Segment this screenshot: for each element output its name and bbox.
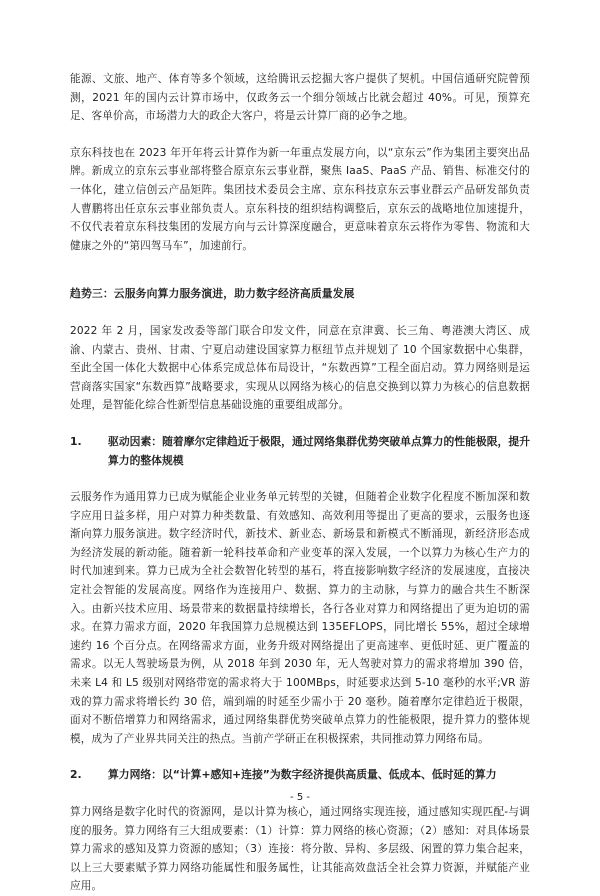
page-number: - 5 - [290, 792, 310, 803]
paragraph-tencent-cloud: 能源、文旅、地产、体育等多个领域，这给腾讯云挖掘大客户提供了契机。中国信通研究院曾预测，2021 年的国内云计算市场中，仅政务云一个细分领域占比就会超过 40%。可见，预算充足、客单价高，市场潜力大的政企大客户，将是云计算厂商的必争之地。 [70, 73, 530, 123]
section-title: 驱动因素：随着摩尔定律趋近于极限，通过网络集群优势突破单点算力的性能极限，提升算力的整体规模 [108, 434, 530, 467]
section-title: 算力网络：以“计算+感知+连接”为数字经济提供高质量、低成本、低时延的算力 [108, 768, 497, 782]
paragraph-computing-network: 算力网络是数字化时代的资源网，是以计算为核心，通过网络实现连接，通过感知实现匹配-与调度的服务。算力网络有三大组成要素：（1）计算：算力网络的核心资源；（2）感知：对具体场景算力需求的感知及算力资源的感知；（3）连接：将分散、异构、多层级、闲置的算力集合起来，以上三大要素赋予算力网络功能属性和服务属性，让其能高效盘活全社会算力资源，并赋能产业应用。 [70, 806, 530, 893]
section-number: 2. [70, 768, 82, 782]
document-body [70, 70, 530, 896]
paragraph-driving-factors: 云服务作为通用算力已成为赋能企业业务单元转型的关键，但随着企业数字化程度不断加深和数字应用日益多样，用户对算力种类数量、有效感知、高效利用等提出了更高的要求，云服务也逐渐向算力服务演进。数字经济时代，新技术、新业态、新场景和新模式不断涌现，新经济形态成为经济发展的新动能。随着新一轮科技革命和产业变革的深入发展，一个以算力为核心生产力的时代加速到来。算力已成为全社会数智化转型的基石，将直接影响数字经济的发展速度，直接决定社会智能的发展高度。网络作为连接用户、数据、算力的主动脉，与算力的融合共生不断深入。由新兴技术应用、场景带来的数据量持续增长，各行各业对算力和网络提出了更为迫切的需求。在算力需求方面，2020 年我国算力总规模达到 135EFLOPS，同比增长 55%，超过全球增速约 16 个百分点。在网络需求方面，业务升级对网络提出了更高速率、更低时延、更广覆盖的需求。以无人驾驶场景为例，从 2018 年到 2030 年，无人驾驶对算力的需求将增加 390 倍，未来 L4 和 L5 级别对网络带宽的需求将大于 100MBps，时延要求达到 5-10 毫秒的水平;VR 游戏的算力需求将增长约 30 倍，端到端的时延至少需小于 20 毫秒。随着摩尔定律趋近于极限，面对不断倍增算力和网络需求，通过网络集群优势突破单点算力的性能极限，提升算力的整体规模，成为了产业界共同关注的热点。当前产学研正在积极探索，共同推动算力网络布局。 [70, 491, 530, 745]
section-heading-computing-network [70, 766, 530, 785]
section-heading-driving-factors [70, 433, 530, 470]
paragraph-jd-cloud: 京东科技也在 2023 年开年将云计算作为新一年重点发展方向，以“京东云”作为集团主要突出品牌。新成立的京东云事业部将整合原京东云事业群，聚焦 IaaS、PaaS 产品、销售、标准交付的一体化，建立信创云产品矩阵。集团技术委员会主席、京东科技京东云事业群云产品研发部负责人曹鹏将出任京东云事业部负责人。京东科技的组织结构调整后，京东云的战略地位加速提升，不仅代表着京东科技集团的发展方向与云计算深度融合，更意味着京东云将作为零售、物流和大健康之外的“第四驾马车”，加速前行。 [70, 146, 530, 252]
paragraph-east-data-west-compute: 2022 年 2 月，国家发改委等部门联合印发文件，同意在京津冀、长三角、粤港澳大湾区、成渝、内蒙古、贵州、甘肃、宁夏启动建设国家算力枢纽节点并规划了 10 个国家数据中心集群，至此全国一体化大数据中心体系完成总体布局设计，“东数西算”工程全面启动。算力网络则是运营商落实国家“东数西算”战略要求，实现从以网络为核心的信息交换到以算力为核心的信息数据处理，是智能化综合性新型信息基础设施的重要组成部分。 [70, 324, 530, 412]
trend-three-heading: 趋势三：云服务向算力服务演进，助力数字经济高质量发展 [70, 287, 355, 301]
section-number: 1. [70, 434, 82, 448]
